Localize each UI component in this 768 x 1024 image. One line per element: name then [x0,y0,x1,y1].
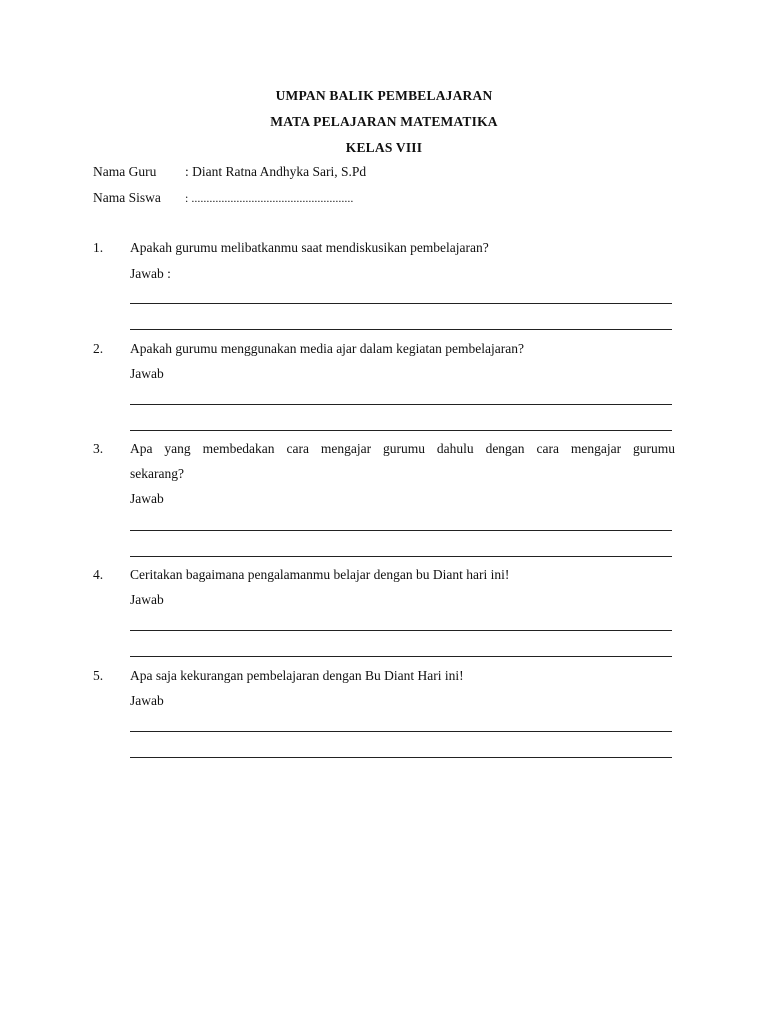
question-number: 1. [93,240,104,255]
question-number: 4. [93,567,104,582]
answer-line [130,329,672,330]
answer-label: Jawab [130,491,164,506]
question-text: Apakah gurumu menggunakan media ajar dalam kegiatan pembelajaran? [130,341,524,356]
subject-title: MATA PELAJARAN MATEMATIKA [270,114,498,129]
answer-line [130,630,672,631]
answer-label: Jawab [130,693,164,708]
answer-line [130,757,672,758]
question-text: Apa saja kekurangan pembelajaran dengan Bu Diant Hari ini! [130,668,464,683]
answer-line [130,404,672,405]
answer-line [130,430,672,431]
answer-line [130,656,672,657]
teacher-name: : Diant Ratna Andhyka Sari, S.Pd [185,164,367,179]
document-title: UMPAN BALIK PEMBELAJARAN [275,88,493,103]
answer-label: Jawab [130,592,164,607]
question-text-line2: sekarang? [130,466,184,481]
student-label: Nama Siswa [93,190,161,205]
answer-label: Jawab : [130,266,171,281]
answer-line [130,303,672,304]
question-number: 2. [93,341,104,356]
student-name-blank: : ...................................................... [185,191,354,205]
question-number: 5. [93,668,104,683]
answer-label: Jawab [130,366,164,381]
question-text-line1: Apa yang membedakan cara mengajar gurumu dahulu dengan cara mengajar gurumu [130,441,675,456]
answer-line [130,556,672,557]
answer-line [130,731,672,732]
class-title: KELAS VIII [345,140,423,155]
question-number: 3. [93,441,104,456]
question-text: Apakah gurumu melibatkanmu saat mendiskusikan pembelajaran? [130,240,489,255]
teacher-row [93,164,366,180]
answer-line [130,530,672,531]
teacher-label: Nama Guru [93,164,157,179]
student-row [93,190,353,206]
question-text: Ceritakan bagaimana pengalamanmu belajar dengan bu Diant hari ini! [130,567,510,582]
